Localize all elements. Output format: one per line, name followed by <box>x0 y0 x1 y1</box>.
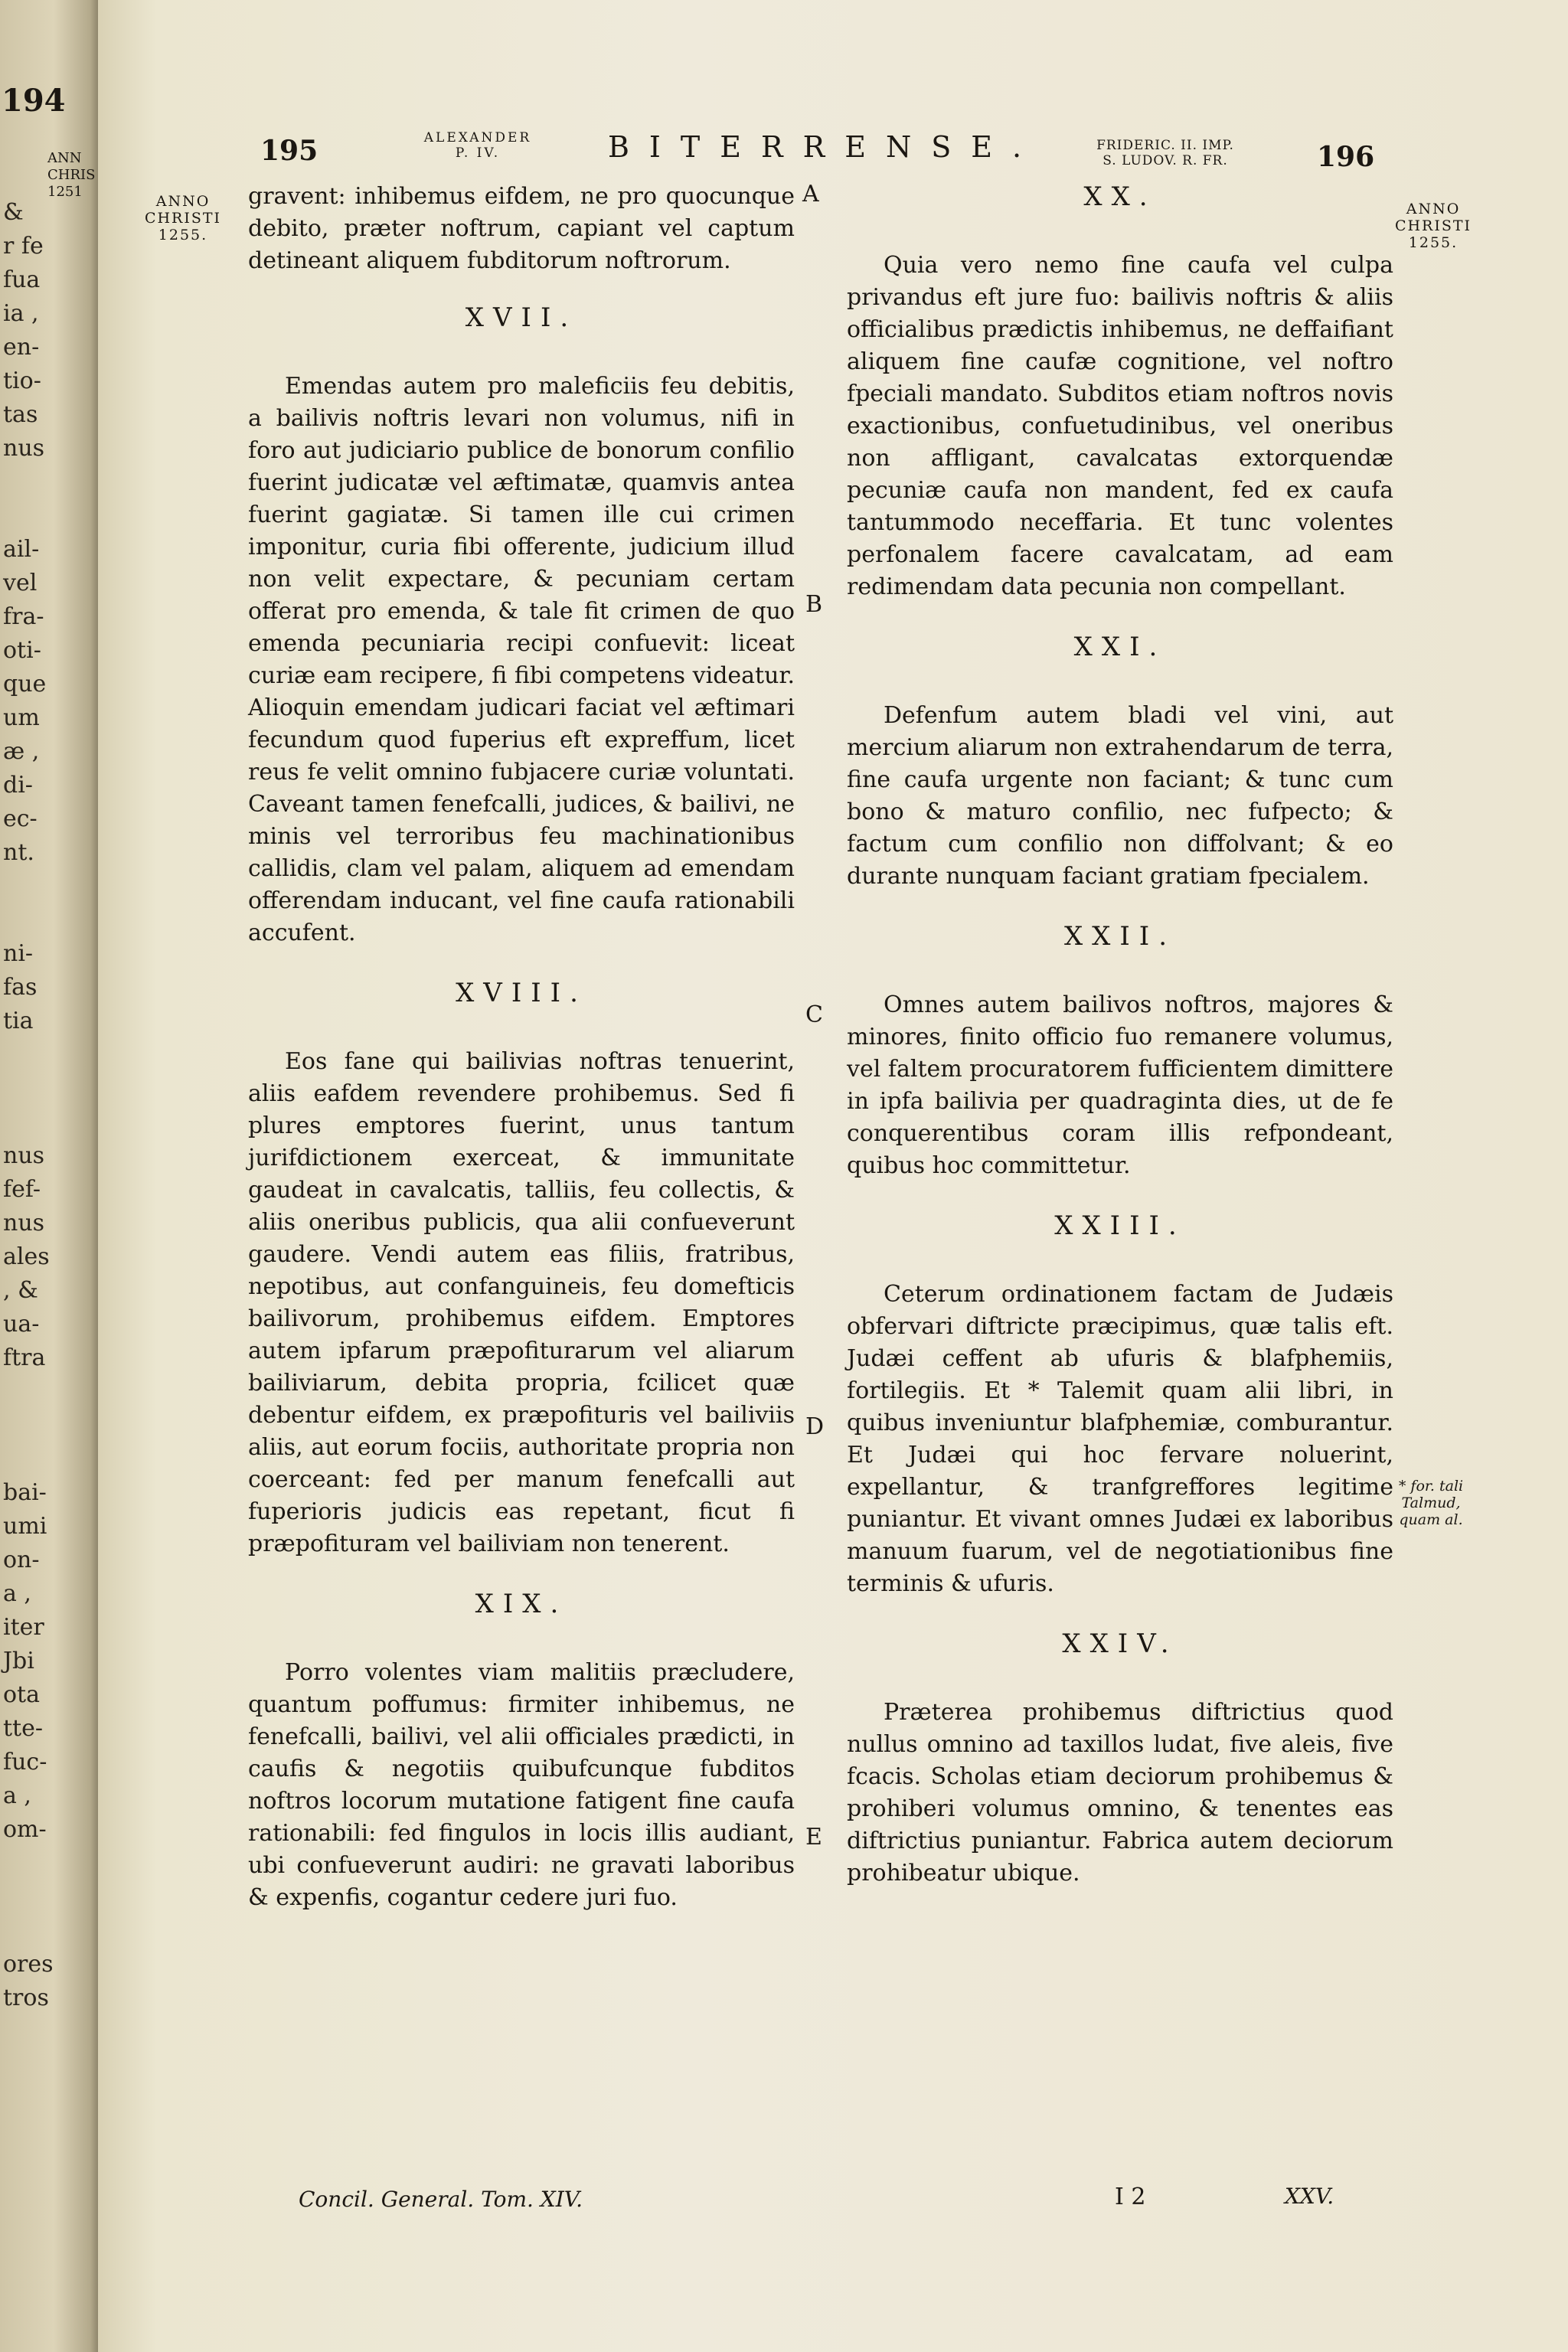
section-text-xvii: Emendas autem pro maleficiis feu debitis, a bailivis noftris levari non volumus, nifi in foro aut judiciario publice de bonorum confilio fuerint judicatæ vel æftimatæ, quamvis antea fuerint gagiatæ. Si tamen ille cui crimen imponitur, curia fibi offerente, judicium illud non velit expectare, & pecuniam certam offerat pro emenda, & tale fit crimen de quo emenda pecuniaria recipi confuevit: liceat curiæ eam recipere, fi fibi competens videatur. Alioquin emendam judicari faciat vel æftimari fecundum quod fuperius eft expreffum, licet reus fe velit omnino fubjacere curiæ voluntati. Caveant tamen fenefcalli, judices, & bailivi, ne minis vel terroribus feu machinationibus callidis, clam vel palam, aliquem ad emendam offerendam inducant, vel fine caufa rationabili accufent. <box>248 373 795 946</box>
previous-page-fragment <box>3 1442 54 1476</box>
previous-page-fragment: ores <box>3 1951 54 1978</box>
previous-page-fragment: ec- <box>3 805 38 832</box>
previous-page-fragment <box>3 1847 54 1880</box>
marginal-note-talmud: * for. tali Talmud, quam al. <box>1398 1478 1464 1528</box>
section-text-xxiv: Præterea prohibemus diftrictius quod nullus omnino ad taxillos ludat, five aleis, five fcacis. Scholas etiam deciorum prohibemus & prohiberi volumus omnino, & tenentes eas diftrictius puniantur. Fabrica autem deciorum prohibeatur ubique. <box>847 1699 1393 1886</box>
previous-page-fragment: nus <box>3 1142 45 1169</box>
previous-page-fragment: um <box>3 704 40 731</box>
previous-page-fragment: fas <box>3 974 38 1001</box>
previous-page-fragment: oti- <box>3 637 41 664</box>
previous-page-fragment <box>3 1914 54 1948</box>
previous-page-fragment: r fe <box>3 233 44 260</box>
book-page <box>98 0 1568 2352</box>
previous-page-fragment: a , <box>3 1580 31 1607</box>
previous-page-fragment <box>3 870 54 903</box>
previous-page-fragment: on- <box>3 1547 40 1573</box>
section-text-xix: Porro volentes viam malitiis præcludere, quantum poffumus: firmiter inhibemus, ne fenefcalli, bailivi, vel alii officiales prædicti, in caufis & negotiis quibufcunque fubditos noftros locorum mutatione fatigent fine caufa rationabili: fed fingulos in locis illis audiant, ubi confueverunt audiri: ne gravati laboribus & expenfis, cogantur cedere juri fuo. <box>248 1659 795 1911</box>
intro-paragraph: gravent: inhibemus eifdem, ne pro quocunque debito, præter noftrum, capiant vel captum detineant aliquem fubditorum noftrorum. <box>248 183 795 274</box>
previous-page-fragment: que <box>3 671 47 697</box>
previous-page-fragment <box>3 1409 54 1442</box>
previous-page-fragment: ni- <box>3 940 34 967</box>
previous-page-fragment: om- <box>3 1816 47 1843</box>
previous-page-fragment: bai- <box>3 1479 47 1506</box>
anno-christi-left: ANNO CHRISTI 1255. <box>144 193 222 243</box>
previous-page-fragment: umi <box>3 1513 47 1540</box>
margin-letter-c: C <box>805 1001 823 1028</box>
previous-page-fragment: ales <box>3 1243 50 1270</box>
section-text-xxii: Omnes autem bailivos noftros, majores & minores, finito officio fuo remanere volumus, vel faltem procuratorem fufficientem dimittere in ipfa bailivia per quadraginta dies, ut de fe conquerentibus coram illis refpondeant, quibus hoc committetur. <box>847 991 1393 1179</box>
section-heading-xxiv: XXIV. <box>1062 1628 1178 1659</box>
previous-page-fragment: tio- <box>3 368 41 394</box>
previous-page-fragment: fef- <box>3 1176 41 1203</box>
previous-page-fragment: fuc- <box>3 1749 47 1775</box>
section-heading-xxi: XXI. <box>1073 632 1167 662</box>
previous-page-fragment: , & <box>3 1277 38 1304</box>
previous-page-fragment <box>3 1038 54 1072</box>
page-number-right: 196 <box>1317 141 1375 173</box>
anno-christi-right: ANNO CHRISTI 1255. <box>1394 201 1472 251</box>
previous-page-fragment: & <box>3 199 24 226</box>
margin-letter-a: A <box>802 181 819 207</box>
page-title: BITERRENSE. <box>608 130 1042 164</box>
left-column <box>248 181 795 1914</box>
section-text-xx: Quia vero nemo fine caufa vel culpa privandus eft jure fuo: bailivis noftris & aliis officialibus prædictis inhibemus, ne deffaifiant aliquem fine caufæ cognitione, vel noftro fpeciali mandato. Subditos etiam noftros novis exactionibus, confuetudinibus, vel oneribus non affligant, cavalcatas extorquendæ pecuniæ caufa non mandent, fed ex caufa tantummodo neceffaria. Et tunc volentes perfonalem facere cavalcatam, ad eam redimendam data pecunia non compellant. <box>847 252 1393 600</box>
section-heading-xx: XX. <box>1083 181 1157 212</box>
margin-letter-e: E <box>805 1824 822 1851</box>
section-heading-xviii: XVIII. <box>456 978 587 1008</box>
previous-page-fragment: di- <box>3 772 33 799</box>
previous-page-fragment: iter <box>3 1614 44 1641</box>
section-heading-xix: XIX. <box>475 1589 568 1619</box>
previous-page-text-fragments <box>3 196 54 2015</box>
previous-page-fragment: ota <box>3 1681 41 1708</box>
previous-page-fragment <box>3 1072 54 1106</box>
footer-signature: I 2 <box>1115 2184 1146 2210</box>
section-heading-xxii: XXII. <box>1063 921 1177 952</box>
footer-catchword: XXV. <box>1285 2184 1334 2209</box>
previous-page-fragment: ftra <box>3 1344 46 1371</box>
section-text-xxiii: Ceterum ordinationem factam de Judæis obfervari diftricte præcipimus, quæ talis eft. Judæi ceffent ab ufuris & blafphemiis, fortilegiis. Et * Talemit quam alii libri, in quibus inveniuntur blafphemiæ, comburantur. Et Judæi qui hoc fervare noluerint, expellantur, & tranfgreffores legitime puniantur. Et vivant omnes Judæi ex laboribus manuum fuarum, vel de negotiationibus fine terminis & ufuris. <box>847 1281 1393 1597</box>
previous-page-edge <box>0 0 98 2352</box>
section-text-xxi: Defenfum autem bladi vel vini, aut mercium aliarum non extrahendarum de terra, fine caufa urgente non faciant; & tunc cum bono & maturo confilio, nec fufpecto; & factum cum confilio non diffolvant; & eo durante nunquam faciant gratiam fpecialem. <box>847 702 1393 890</box>
previous-page-fragment: tros <box>3 1984 49 2011</box>
previous-page-fragment <box>3 466 54 499</box>
page-number-left: 195 <box>260 135 318 167</box>
previous-page-anno: ANN CHRIS 1251 <box>47 150 96 200</box>
previous-page-fragment: ail- <box>3 536 40 563</box>
previous-page-fragment <box>3 1375 54 1409</box>
previous-page-fragment: ua- <box>3 1311 40 1338</box>
previous-page-fragment: tte- <box>3 1715 44 1742</box>
previous-page-fragment <box>3 499 54 533</box>
running-head-right: FRIDERIC. II. IMP. S. LUDOV. R. FR. <box>1096 138 1234 168</box>
previous-page-fragment: vel <box>3 570 38 596</box>
previous-page-fragment <box>3 903 54 937</box>
footer-volume: Concil. General. Tom. XIV. <box>299 2187 583 2212</box>
previous-page-fragment: fua <box>3 266 41 293</box>
previous-page-fragment: ia , <box>3 300 39 327</box>
previous-page-fragment: en- <box>3 334 40 361</box>
previous-page-number: 194 <box>2 83 66 119</box>
previous-page-fragment: fra- <box>3 603 44 630</box>
section-heading-xxiii: XXIII. <box>1054 1210 1186 1241</box>
previous-page-fragment: a , <box>3 1782 31 1809</box>
right-column <box>847 181 1393 1890</box>
previous-page-fragment: Jbi <box>3 1648 34 1674</box>
previous-page-fragment <box>3 1880 54 1914</box>
previous-page-fragment <box>3 1106 54 1139</box>
margin-letter-d: D <box>805 1413 825 1440</box>
previous-page-fragment: tia <box>3 1008 34 1034</box>
previous-page-fragment: tas <box>3 401 38 428</box>
previous-page-fragment: æ , <box>3 738 40 765</box>
running-head-left: ALEXANDER P. IV. <box>423 130 532 161</box>
section-text-xviii: Eos fane qui bailivias noftras tenuerint, aliis eafdem revendere prohibemus. Sed fi plures emptores fuerint, unus tantum jurifdictionem exerceat, & immunitate gaudeat in cavalcatis, talliis, feu collectis, & aliis oneribus publicis, qua alii confueverunt gaudere. Vendi autem eas filiis, fratribus, nepotibus, aut confanguineis, feu domefticis bailivorum, prohibemus eifdem. Emptores autem ipfarum præpofiturarum vel aliarum bailiviarum, debita propria, fcilicet quæ debentur eifdem, ex præpofituris vel bailiviis aliis, aut eorum fociis, authoritate propria non coerceant: fed per manum fenefcalli aut fuperioris judicis eas repetant, ficut fi præpofituram vel bailiviam non tenerent. <box>248 1048 795 1557</box>
previous-page-fragment: nus <box>3 1210 45 1236</box>
margin-letter-b: B <box>805 591 823 618</box>
section-heading-xvii: XVII. <box>465 302 578 333</box>
previous-page-fragment: nus <box>3 435 45 462</box>
previous-page-fragment: nt. <box>3 839 34 866</box>
